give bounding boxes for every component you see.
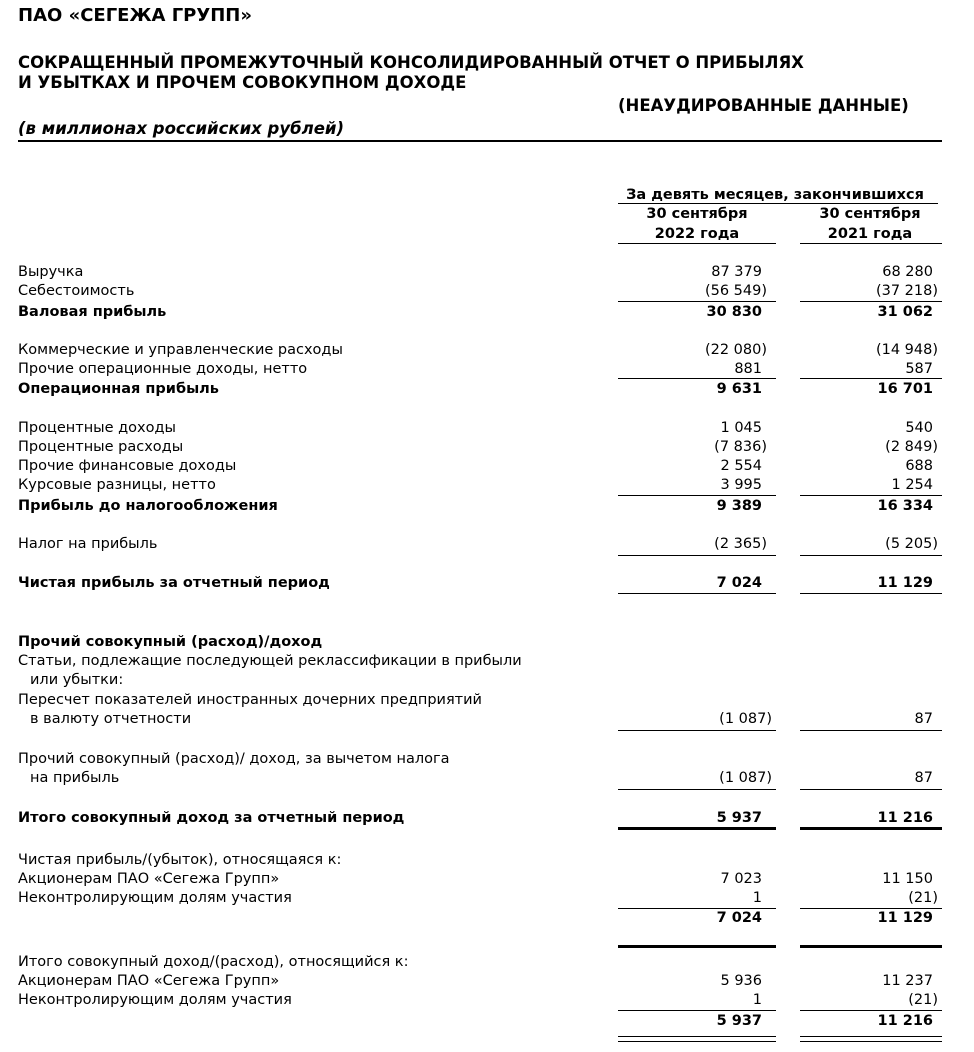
value-2022: (1 087) [719, 711, 772, 727]
value-2022: 881 [734, 361, 762, 377]
row-translation [0, 691, 974, 710]
value-2021: 11 129 [877, 910, 933, 926]
row-np-total [0, 909, 974, 928]
subtotal-rule-2021 [800, 555, 942, 556]
row-oci-heading [0, 633, 974, 652]
subtotal-rule-2021 [800, 495, 942, 496]
value-2022: 1 045 [720, 420, 762, 436]
row-ci-attribution [0, 953, 974, 972]
column-2022-header [618, 204, 776, 244]
row-label: Пересчет показателей иностранных дочерних предприятий [18, 692, 482, 708]
row-label: Неконтролирующим долям участия [18, 890, 292, 906]
double-rule-top-2021 [800, 1036, 942, 1037]
row-label: Чистая прибыль за отчетный период [18, 575, 330, 591]
double-rule-2021 [800, 945, 942, 948]
row-net-profit [0, 574, 974, 593]
double-rule-bottom-2021 [800, 1041, 942, 1042]
row-label: Прочие финансовые доходы [18, 458, 237, 474]
subtotal-rule-2021 [800, 789, 942, 790]
value-2022: 7 024 [716, 575, 762, 591]
row-income-tax [0, 535, 974, 554]
row-label: Себестоимость [18, 283, 135, 299]
total-rule-2022 [618, 593, 776, 594]
value-2021: (2 849) [885, 439, 938, 455]
row-fx-differences [0, 476, 974, 495]
value-2021: 587 [905, 361, 933, 377]
row-label: Операционная прибыль [18, 381, 219, 397]
row-np-shareholders [0, 870, 974, 889]
row-label: Валовая прибыль [18, 304, 167, 320]
row-oci-net-cont [0, 769, 974, 788]
value-2022: 5 937 [716, 1013, 762, 1029]
column-2022-rule [618, 243, 776, 244]
row-revenue [0, 263, 974, 282]
report-title-line1: СОКРАЩЕННЫЙ ПРОМЕЖУТОЧНЫЙ КОНСОЛИДИРОВАННЫЙ ОТЧЕТ О ПРИБЫЛЯХ [18, 53, 804, 72]
row-label: Чистая прибыль/(убыток), относящаяся к: [18, 852, 342, 868]
value-2021: (5 205) [885, 536, 938, 552]
report-title [18, 53, 804, 93]
subtotal-rule-2021 [800, 730, 942, 731]
period-header: За девять месяцев, закончившихся [626, 187, 924, 203]
subtotal-rule-2022 [618, 495, 776, 496]
row-label: Акционерам ПАО «Сегежа Групп» [18, 871, 280, 887]
subtotal-rule-2022 [618, 1010, 776, 1011]
report-title-line2: И УБЫТКАХ И ПРОЧЕМ СОВОКУПНОМ ДОХОДЕ [18, 73, 467, 92]
value-2021: (21) [908, 992, 938, 1008]
row-label: Итого совокупный доход за отчетный период [18, 810, 405, 826]
row-label: Итого совокупный доход/(расход), относящийся к: [18, 954, 409, 970]
value-2022: 7 024 [716, 910, 762, 926]
subtotal-rule-2022 [618, 301, 776, 302]
row-label: Прочий совокупный (расход)/ доход, за вычетом налога [18, 751, 450, 767]
value-2022: (56 549) [704, 283, 767, 299]
row-label: Процентные доходы [18, 420, 176, 436]
row-label: Неконтролирующим долям участия [18, 992, 292, 1008]
value-2021: (37 218) [875, 283, 938, 299]
value-2022: 5 937 [716, 810, 762, 826]
column-2021-rule [800, 243, 942, 244]
row-label: Прибыль до налогообложения [18, 498, 278, 514]
value-2021: 68 280 [882, 264, 933, 280]
column-2022-date: 30 сентября [646, 206, 748, 222]
value-2021: 11 216 [877, 1013, 933, 1029]
value-2021: (21) [908, 890, 938, 906]
row-translation-cont [0, 710, 974, 729]
value-2021: 87 [914, 770, 933, 786]
value-2021: 16 334 [877, 498, 933, 514]
column-2021-year: 2021 года [827, 226, 913, 242]
value-2022: (2 365) [714, 536, 767, 552]
row-operating-profit [0, 380, 974, 399]
row-reclass-items [0, 652, 974, 671]
column-2022-year: 2022 года [654, 226, 740, 242]
row-label: на прибыль [30, 770, 120, 786]
row-label: Процентные расходы [18, 439, 184, 455]
row-other-operating [0, 360, 974, 379]
double-rule-2022 [618, 945, 776, 948]
row-label: Курсовые разницы, нетто [18, 477, 216, 493]
value-2022: 3 995 [720, 477, 762, 493]
row-label: Статьи, подлежащие последующей реклассификации в прибыли [18, 653, 522, 669]
row-np-attribution [0, 851, 974, 870]
subtotal-rule-2022 [618, 789, 776, 790]
subtotal-rule-2022 [618, 730, 776, 731]
value-2022: 9 389 [716, 498, 762, 514]
value-2021: 1 254 [891, 477, 933, 493]
value-2021: 11 150 [882, 871, 933, 887]
unaudited-note: (НЕАУДИРОВАННЫЕ ДАННЫЕ) [618, 96, 909, 115]
double-rule-2021 [800, 827, 942, 830]
row-oci-net [0, 750, 974, 769]
row-cogs [0, 282, 974, 301]
header-rule [18, 140, 942, 142]
value-2021: 540 [905, 420, 933, 436]
row-label: в валюту отчетности [30, 711, 192, 727]
row-ci-shareholders [0, 972, 974, 991]
row-label: или убытки: [30, 672, 124, 688]
row-label: Налог на прибыль [18, 536, 158, 552]
subtotal-rule-2022 [618, 555, 776, 556]
units-note: (в миллионах российских рублей) [18, 119, 344, 138]
value-2021: 11 129 [877, 575, 933, 591]
row-profit-before-tax [0, 497, 974, 516]
subtotal-rule-2021 [800, 301, 942, 302]
value-2022: 30 830 [706, 304, 762, 320]
subtotal-rule-2021 [800, 1010, 942, 1011]
row-ci-total [0, 1012, 974, 1031]
total-rule-2021 [800, 593, 942, 594]
row-label: Прочий совокупный (расход)/доход [18, 634, 323, 650]
value-2021: (14 948) [875, 342, 938, 358]
value-2022: (22 080) [704, 342, 767, 358]
row-label: Коммерческие и управленческие расходы [18, 342, 343, 358]
row-label: Выручка [18, 264, 84, 280]
double-rule-top-2022 [618, 1036, 776, 1037]
value-2021: 87 [914, 711, 933, 727]
value-2021: 11 216 [877, 810, 933, 826]
row-other-finance [0, 457, 974, 476]
double-rule-2022 [618, 827, 776, 830]
row-total-comprehensive-income [0, 809, 974, 828]
value-2021: 16 701 [877, 381, 933, 397]
row-sga [0, 341, 974, 360]
value-2022: 1 [752, 890, 762, 906]
row-gross-profit [0, 303, 974, 322]
value-2022: 7 023 [720, 871, 762, 887]
value-2022: 1 [752, 992, 762, 1008]
double-rule-bottom-2022 [618, 1041, 776, 1042]
value-2022: (1 087) [719, 770, 772, 786]
row-label: Акционерам ПАО «Сегежа Групп» [18, 973, 280, 989]
row-reclass-items-cont [0, 671, 974, 690]
subtotal-rule-2022 [618, 378, 776, 379]
row-interest-expense [0, 438, 974, 457]
value-2022: 9 631 [716, 381, 762, 397]
value-2021: 688 [905, 458, 933, 474]
value-2021: 11 237 [882, 973, 933, 989]
value-2022: 2 554 [720, 458, 762, 474]
subtotal-rule-2021 [800, 378, 942, 379]
value-2022: 87 379 [711, 264, 762, 280]
value-2022: (7 836) [714, 439, 767, 455]
row-interest-income [0, 419, 974, 438]
row-np-nci [0, 889, 974, 908]
row-ci-nci [0, 991, 974, 1010]
value-2021: 31 062 [877, 304, 933, 320]
column-2021-header [798, 204, 942, 244]
company-name: ПАО «СЕГЕЖА ГРУПП» [18, 5, 252, 26]
column-2021-date: 30 сентября [819, 206, 921, 222]
row-label: Прочие операционные доходы, нетто [18, 361, 308, 377]
value-2022: 5 936 [720, 973, 762, 989]
